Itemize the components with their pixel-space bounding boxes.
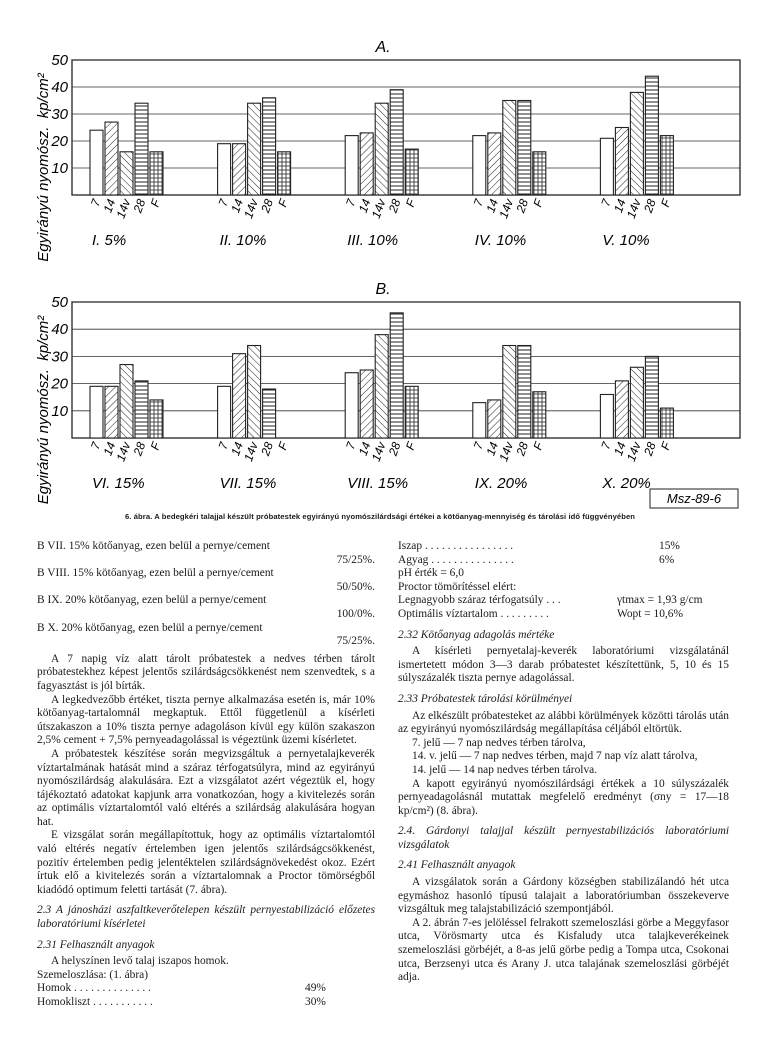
series-tick-label: 14v [113,440,134,464]
series-tick-label: F [147,197,164,209]
bar [248,346,261,438]
series-tick-label: 7 [215,197,231,209]
bar [503,101,516,196]
row-value: Wopt = 10,6% [617,607,683,620]
group-label: V. 10% [602,232,650,249]
list-item [37,567,375,594]
bar [263,389,276,438]
series-tick-label: F [530,197,547,209]
series-tick-label: F [658,197,674,209]
paragraph: A 2. ábrán 7-es jelöléssel felrakott szemeloszlási görbe a Meggyfasor utca, Vörösmarty utca és Kisfaludy utca talajkeverékeinek szemeloszlási görbéjét, a 8-as jelű görbe pedig a Tompa utca, Csokonai utca, Berzsenyi utca és Arany J. utca talajának szemeloszlási görbéjét adja. [398,916,729,984]
group-label: IX. 20% [474,475,528,492]
paragraph: Az elkészült próbatesteket az alábbi körülmények közötti tárolás után az egyirányú nyomószilárdság megállapítása céljából eltörtük. [398,709,729,736]
row-label: Optimális víztartalom . . . . . . . . . [398,607,549,620]
bar [218,144,231,195]
subsection-heading: 2.32 Kötőanyag adagolás mértéke [398,628,555,641]
y-tick-label: 40 [51,321,68,339]
row-value: 30% [305,996,326,1008]
series-tick-label: 14v [113,197,134,221]
bar [105,122,118,195]
table-row [37,982,375,996]
section-heading: 2.4. Gárdonyi talajjal készült pernyestabilizációs laboratóriumi vizsgálatok [398,825,729,851]
bar [630,92,643,195]
bar [518,101,531,196]
proctor-label: Proctor tömörítéssel elért: [398,580,517,593]
series-tick-label: 7 [343,197,359,209]
item-ratio: 100/0%. [336,607,375,620]
item-text: B VII. 15% kötőanyag, ezen belül a pernye/cement [37,540,270,552]
series-tick-label: 14v [368,197,389,221]
y-tick-label: 20 [51,375,68,393]
bar [248,103,261,195]
item-ratio: 75/25%. [336,635,375,648]
section-heading: 2.3 A jánosházi aszfaltkeverőtelepen készült pernyestabilizáció előzetes laboratóriumi kísérletei [37,904,375,931]
bar [105,386,118,438]
paragraph: A vizsgálatok során a Gárdony községben stabilizálandó hét utca egymáshoz hasonló típusú talajait a laboratóriumban összekeverve vizsgáltuk meg talajstabilizáció szempontjából. [398,876,729,916]
subsection-heading: 2.31 Felhasznált anyagok [37,938,155,951]
series-tick-label: F [275,440,291,452]
bar [533,392,546,438]
chart-title: B. [375,281,391,298]
series-tick-label: 14 [483,440,502,458]
series-tick-label: F [402,197,419,209]
item-text: B IX. 20% kötőanyag, ezen belül a pernye/cement [37,594,267,607]
table-row [398,594,729,608]
bar [90,386,103,438]
bar [660,136,673,195]
group-label: VII. 15% [219,475,277,492]
table-row [398,540,729,554]
item-text: B X. 20% kötőanyag, ezen belül a pernye/cement [37,621,263,634]
bar [630,367,643,438]
y-tick-label: 20 [51,133,68,150]
series-tick-label: 7 [598,197,614,209]
series-tick-label: 14 [228,440,246,458]
series-tick-label: 14 [610,197,629,215]
bar [488,133,501,195]
series-tick-label: 14 [100,197,119,215]
group-label: VIII. 15% [347,475,409,492]
y-tick-label: 30 [51,348,68,366]
y-tick-label: 40 [51,79,68,96]
item-ratio: 75/25%. [336,553,375,566]
series-tick-label: 28 [385,440,404,458]
series-tick-label: 7 [470,197,487,209]
list-item [37,622,375,649]
series-tick-label: 28 [130,440,149,458]
series-tick-label: 28 [385,197,404,215]
figure-caption: 6. ábra. A bedegkéri talajjal készült próbatestek egyirányú nyomószilárdsági értékei a kötőanyag-mennyiség és tárolási idő függvényében [124,512,636,521]
bar [473,403,486,438]
group-label: VI. 15% [92,475,145,492]
bar [473,136,486,195]
bar [600,138,613,195]
bar [645,356,658,438]
bar [345,136,358,195]
series-tick-label: 28 [513,440,532,458]
series-tick-label: 14 [228,197,246,215]
y-tick-label: 50 [51,294,68,311]
y-tick-label: 10 [51,160,68,177]
series-tick-label: F [530,440,547,452]
paragraph: Szemeloszlása: (1. ábra) [37,968,149,981]
series-tick-label: 28 [258,197,276,215]
row-value: 6% [659,553,675,566]
stamp-text: Msz-89-6 [666,491,722,506]
bar [90,130,103,195]
list-item [37,594,375,621]
figure-6-bar-charts [0,0,760,510]
bar [120,152,133,195]
bar [518,346,531,438]
bar [375,335,388,438]
item-text: B VIII. 15% kötőanyag, ezen belül a pernye/cement [37,567,274,580]
bar [120,365,133,438]
bar [218,386,231,438]
table-row [398,608,729,622]
bar [405,149,418,195]
bar [233,354,246,438]
paragraph: A legkedvezőbb értéket, tiszta pernye alkalmazása esetén is, már 10% kötőanyag-tartalomnál megkaptuk. Ettől függetlenül a kísérleti útszakaszon a 10% tiszta pernye adagoláson kívül egy külön szakaszon 2,5% cement + 7,5% pernyeadagolással is végeztünk üzemi kísérletet. [37,693,375,747]
series-tick-label: 7 [87,440,104,452]
bar [503,346,516,438]
list-item: 14. jelű — 14 nap nedves térben tárolva. [412,763,598,776]
left-column [37,540,375,1010]
item-ratio: 50/50%. [336,580,375,593]
y-tick-label: 30 [51,106,68,123]
row-value: 49% [305,982,326,995]
chart-b [35,281,740,504]
bar [390,313,403,438]
y-tick-label: 50 [51,52,68,69]
paragraph: A helyszínen levő talaj iszapos homok. [51,955,229,968]
list-item: 14. v. jelű — 7 nap nedves térben, majd 7 nap víz alatt tárolva, [412,750,698,763]
series-tick-label: 28 [640,440,659,458]
series-tick-label: 14v [496,197,517,221]
paragraph: A próbatestek készítése során megvizsgáltuk a pernyetalajkeverék víztartalmának hatását mind a száraz térfogatsúlyra, mind az egyirányú nyomószilárdság alakulására. Ezt a vizsgálatot azért végeztük el, hogy tájékoztató adatokat kapjunk arra vonatkozóan, hogy a kivitelezés során az optimális víztartalomtól való eltérés a szilárdság alakulására hogyan hat. [37,747,375,828]
bar [375,103,388,195]
series-tick-label: 28 [640,197,659,215]
bar [135,381,148,438]
row-label: Agyag . . . . . . . . . . . . . . . [398,553,514,566]
list-item: 7. jelű — 7 nap nedves térben tárolva, [412,736,586,749]
ph-value: pH érték = 6,0 [398,567,464,580]
series-tick-label: 14v [623,197,644,221]
paragraph: A 7 napig víz alatt tárolt próbatestek a nedves térben tárolt próbatestekhez képest jelentős szilárdságcsökkenést nem szenvedtek, s a fagyasztást is jól bírták. [37,652,375,692]
series-tick-label: 7 [87,197,104,209]
bar [263,98,276,195]
stamp [650,489,738,508]
series-tick-label: 14 [610,440,629,458]
bar [645,76,658,195]
series-tick-label: 28 [258,440,276,458]
table-row [37,996,375,1010]
table-row [398,554,729,568]
series-tick-label: 14 [355,197,374,215]
bar [615,381,628,438]
bar [600,394,613,438]
row-label: Homok . . . . . . . . . . . . . . [37,982,151,995]
series-tick-label: 28 [130,197,149,215]
group-label: II. 10% [219,232,267,249]
row-label: Homokliszt . . . . . . . . . . . [37,996,153,1008]
series-tick-label: 28 [513,197,532,215]
bar [405,386,418,438]
paragraph: E vizsgálat során megállapítottuk, hogy az optimális víztartalomtól való eltérés negatív értelemben igen jelentős szilárdságcsökkenést, pozitív értelemben pedig jelentéktelen szilárdságnövekedést okoz. Ezért írtuk elő a kivitelezés során a víztartalomnak a Proctor tömörségből kiadódó optimum feletti tartását (7. ábra). [37,829,375,896]
series-tick-label: F [658,440,674,452]
y-axis-label: Egyirányú nyomósz. kp/cm² [35,73,52,262]
series-tick-label: 14v [496,440,517,464]
paragraph: A kapott egyirányú nyomószilárdsági értékek a 10 súlyszázalék pernyeadagolásnál mutattak megfelelő eredményt (σny = 17—18 kp/cm²) (8. ábra). [398,777,729,817]
series-tick-label: 14v [241,197,261,221]
bar [150,400,163,438]
series-tick-label: F [275,197,291,209]
y-tick-label: 10 [51,402,68,420]
series-tick-label: 7 [343,440,359,452]
chart-a [35,39,740,262]
series-tick-label: 14 [100,440,119,458]
bar [360,133,373,195]
y-axis-label: Egyirányú nyomósz. kp/cm² [35,315,52,505]
bar [360,370,373,438]
group-label: X. 20% [602,475,651,492]
row-value: γtmax = 1,93 g/cm [617,594,703,607]
bar [615,128,628,196]
bar [488,400,501,438]
right-column [398,540,729,985]
bar [345,373,358,438]
series-tick-label: 7 [215,440,231,452]
list-item [37,540,375,567]
bar [233,144,246,195]
bar [660,408,673,438]
bar [278,152,291,195]
bar [150,152,163,195]
series-tick-label: 14v [241,440,261,464]
series-tick-label: 7 [598,440,614,452]
group-label: I. 5% [92,232,127,249]
group-label: III. 10% [347,232,399,249]
row-value: 15% [659,540,680,552]
bar [533,152,546,195]
paragraph: A kísérleti pernyetalaj-keverék laboratóriumi vizsgálatánál ismertetett módon 3—3 darab próbatestet készítettünk, 5, 10 és 15 súlyszázalék tiszta pernye adagolással. [398,645,729,685]
row-label: Legnagyobb száraz térfogatsúly . . . [398,594,561,607]
subsection-heading: 2.33 Próbatestek tárolási körülményei [398,692,573,705]
series-tick-label: F [402,440,419,452]
subsection-heading: 2.41 Felhasznált anyagok [398,859,516,872]
series-tick-label: F [147,440,164,452]
bar [135,103,148,195]
bar [390,90,403,195]
row-label: Iszap . . . . . . . . . . . . . . . . [398,540,514,552]
chart-title: A. [375,39,391,56]
series-tick-label: 14 [355,440,374,458]
series-tick-label: 14v [368,440,389,464]
series-tick-label: 14v [623,440,644,464]
group-label: IV. 10% [474,232,527,249]
series-tick-label: 7 [470,440,487,452]
series-tick-label: 14 [483,197,502,215]
